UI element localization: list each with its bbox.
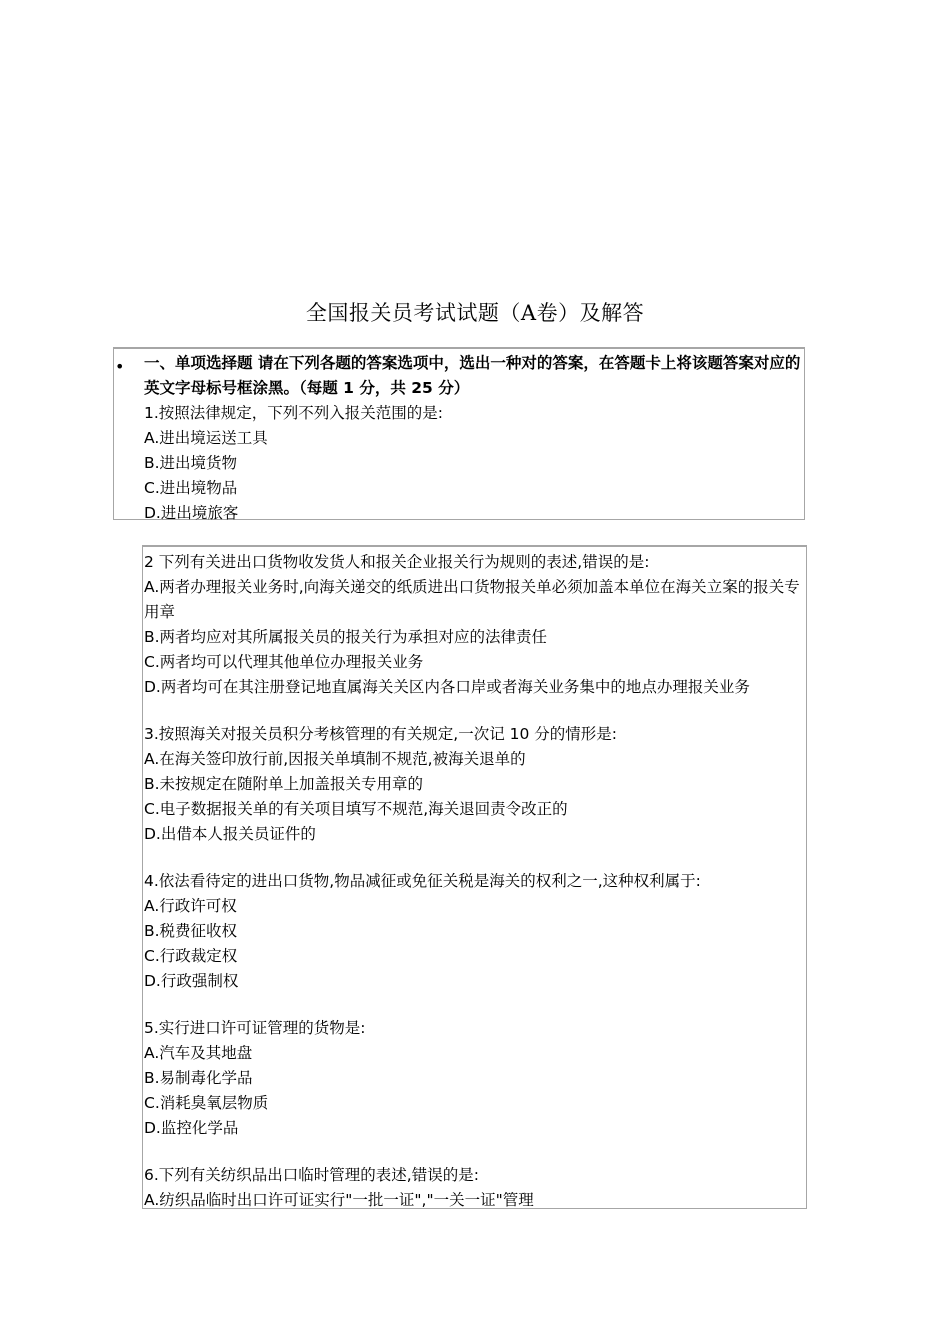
q1-option-d: D.进出境旅客 [144, 504, 239, 522]
q4-option-a: A.行政许可权 [144, 897, 237, 915]
q1-option-c: C.进出境物品 [144, 479, 238, 497]
q3-option-a: A.在海关签印放行前,因报关单填制不规范,被海关退单的 [144, 750, 526, 768]
q2-option-c: C.两者均可以代理其他单位办理报关业务 [144, 653, 424, 671]
q3-option-d: D.出借本人报关员证件的 [144, 825, 316, 843]
question-2: 2 下列有关进出口货物收发货人和报关企业报关行为规则的表述,错误的是: [144, 553, 650, 571]
q3-option-c: C.电子数据报关单的有关项目填写不规范,海关退回责令改正的 [144, 800, 568, 818]
question-6: 6.下列有关纺织品出口临时管理的表述,错误的是: [144, 1166, 479, 1184]
spacer [144, 847, 806, 869]
q1-option-a: A.进出境运送工具 [144, 429, 268, 447]
question-1: 1.按照法律规定，下列不列入报关范围的是: [144, 404, 444, 422]
q5-option-c: C.消耗臭氧层物质 [144, 1094, 269, 1112]
bullet-icon: • [115, 357, 125, 376]
questions-content [144, 550, 806, 1209]
spacer [144, 1141, 806, 1163]
questions-box [142, 545, 807, 1209]
q2-option-a: A.两者办理报关业务时,向海关递交的纸质进出口货物报关单必须加盖本单位在海关立案的报关专用章 [144, 578, 800, 621]
question-5: 5.实行进口许可证管理的货物是: [144, 1019, 366, 1037]
question-4: 4.依法看待定的进出口货物,物品减征或免征关税是海关的权利之一,这种权利属于: [144, 872, 701, 890]
section1-box [113, 347, 805, 520]
q5-option-d: D.监控化学品 [144, 1119, 239, 1137]
q4-option-d: D.行政强制权 [144, 972, 239, 990]
section1-content [144, 351, 804, 526]
question-3: 3.按照海关对报关员积分考核管理的有关规定,一次记 10 分的情形是: [144, 725, 618, 743]
q5-option-b: B.易制毒化学品 [144, 1069, 253, 1087]
q5-option-a: A.汽车及其地盘 [144, 1044, 253, 1062]
section-heading: 一、单项选择题 请在下列各题的答案选项中，选出一种对的答案，在答题卡上将该题答案对应的英文字母标号框涂黑。（每题 1 分，共 25 分） [144, 354, 801, 397]
q3-option-b: B.未按规定在随附单上加盖报关专用章的 [144, 775, 424, 793]
q4-option-c: C.行政裁定权 [144, 947, 238, 965]
q2-option-b: B.两者均应对其所属报关员的报关行为承担对应的法律责任 [144, 628, 548, 646]
spacer [144, 700, 806, 722]
q6-option-a: A.纺织品临时出口许可证实行"一批一证","一关一证"管理 [144, 1191, 534, 1209]
q2-option-d: D.两者均可在其注册登记地直属海关关区内各口岸或者海关业务集中的地点办理报关业务 [144, 678, 750, 696]
q1-option-b: B.进出境货物 [144, 454, 238, 472]
spacer [144, 994, 806, 1016]
q4-option-b: B.税费征收权 [144, 922, 238, 940]
page-title: 全国报关员考试试题（A卷）及解答 [305, 301, 645, 325]
